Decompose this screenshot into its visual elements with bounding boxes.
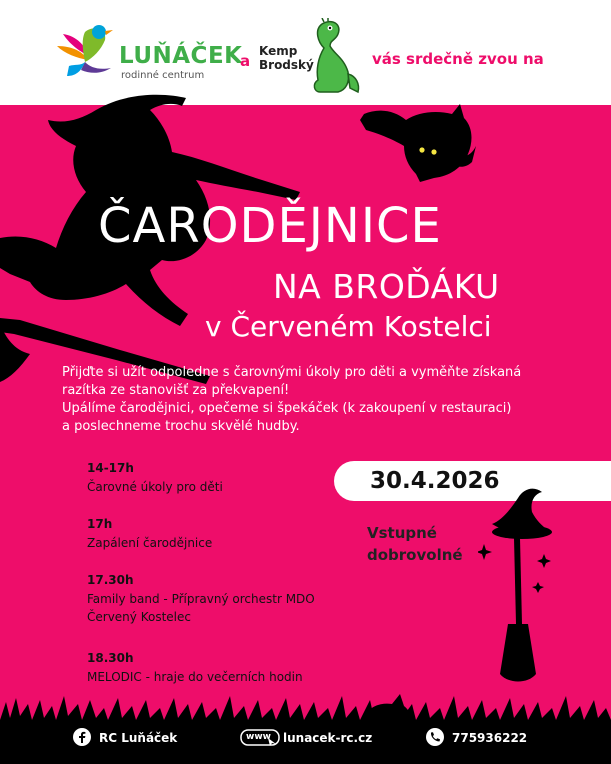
entry-fee: Vstupné dobrovolné: [367, 524, 463, 564]
dinosaur-logo-icon: [304, 18, 362, 98]
web-icon-text: www: [246, 732, 271, 742]
event-date: 30.4.2026: [370, 468, 500, 494]
website-link[interactable]: lunacek-rc.cz: [283, 731, 373, 745]
program-time: 17.30h: [87, 573, 134, 587]
intro-line: a poslechneme trochu skvělé hudby.: [62, 419, 300, 434]
bird-logo-icon: [55, 22, 117, 80]
invite-text: vás srdečně zvou na: [372, 50, 544, 68]
program-desc: Červený Kostelec: [87, 610, 191, 624]
intro-line: Upálíme čarodějnici, opečeme si špekáček (k zakoupení v restauraci): [62, 401, 512, 416]
program-time: 18.30h: [87, 651, 134, 665]
program-desc: Čarovné úkoly pro děti: [87, 480, 223, 494]
kemp-name: Kemp Brodský: [259, 44, 314, 72]
program-desc: MELODIC - hraje do večerních hodin: [87, 670, 303, 684]
grass-silhouette-icon: [0, 690, 611, 764]
title-line-1: ČARODĚJNICE: [98, 198, 442, 254]
program-time: 14-17h: [87, 461, 134, 475]
hat-broom-icon: [478, 484, 558, 694]
phone-number[interactable]: 775936222: [452, 731, 528, 745]
title-line-3: v Červeném Kostelci: [205, 310, 492, 343]
facebook-icon: [73, 728, 91, 746]
logo-subtitle: rodinné centrum: [121, 70, 205, 81]
title-line-2: NA BROĎÁKU: [273, 267, 500, 306]
intro-line: Přijďte si užít odpoledne s čarovnými úkoly pro děti a vyměňte získaná: [62, 365, 522, 380]
logo-name: LUŇÁČEK: [119, 43, 243, 69]
facebook-link[interactable]: RC Luňáček: [99, 731, 178, 745]
program-desc: Zapálení čarodějnice: [87, 536, 213, 550]
program-desc: Family band - Přípravný orchestr MDO: [87, 592, 315, 606]
phone-icon: [426, 728, 444, 746]
intro-line: razítka ze stanovišť za překvapení!: [62, 383, 290, 398]
and-text: a: [240, 52, 251, 70]
program-time: 17h: [87, 517, 113, 531]
intro-text: [62, 364, 562, 436]
cat-silhouette-icon: [358, 100, 478, 184]
